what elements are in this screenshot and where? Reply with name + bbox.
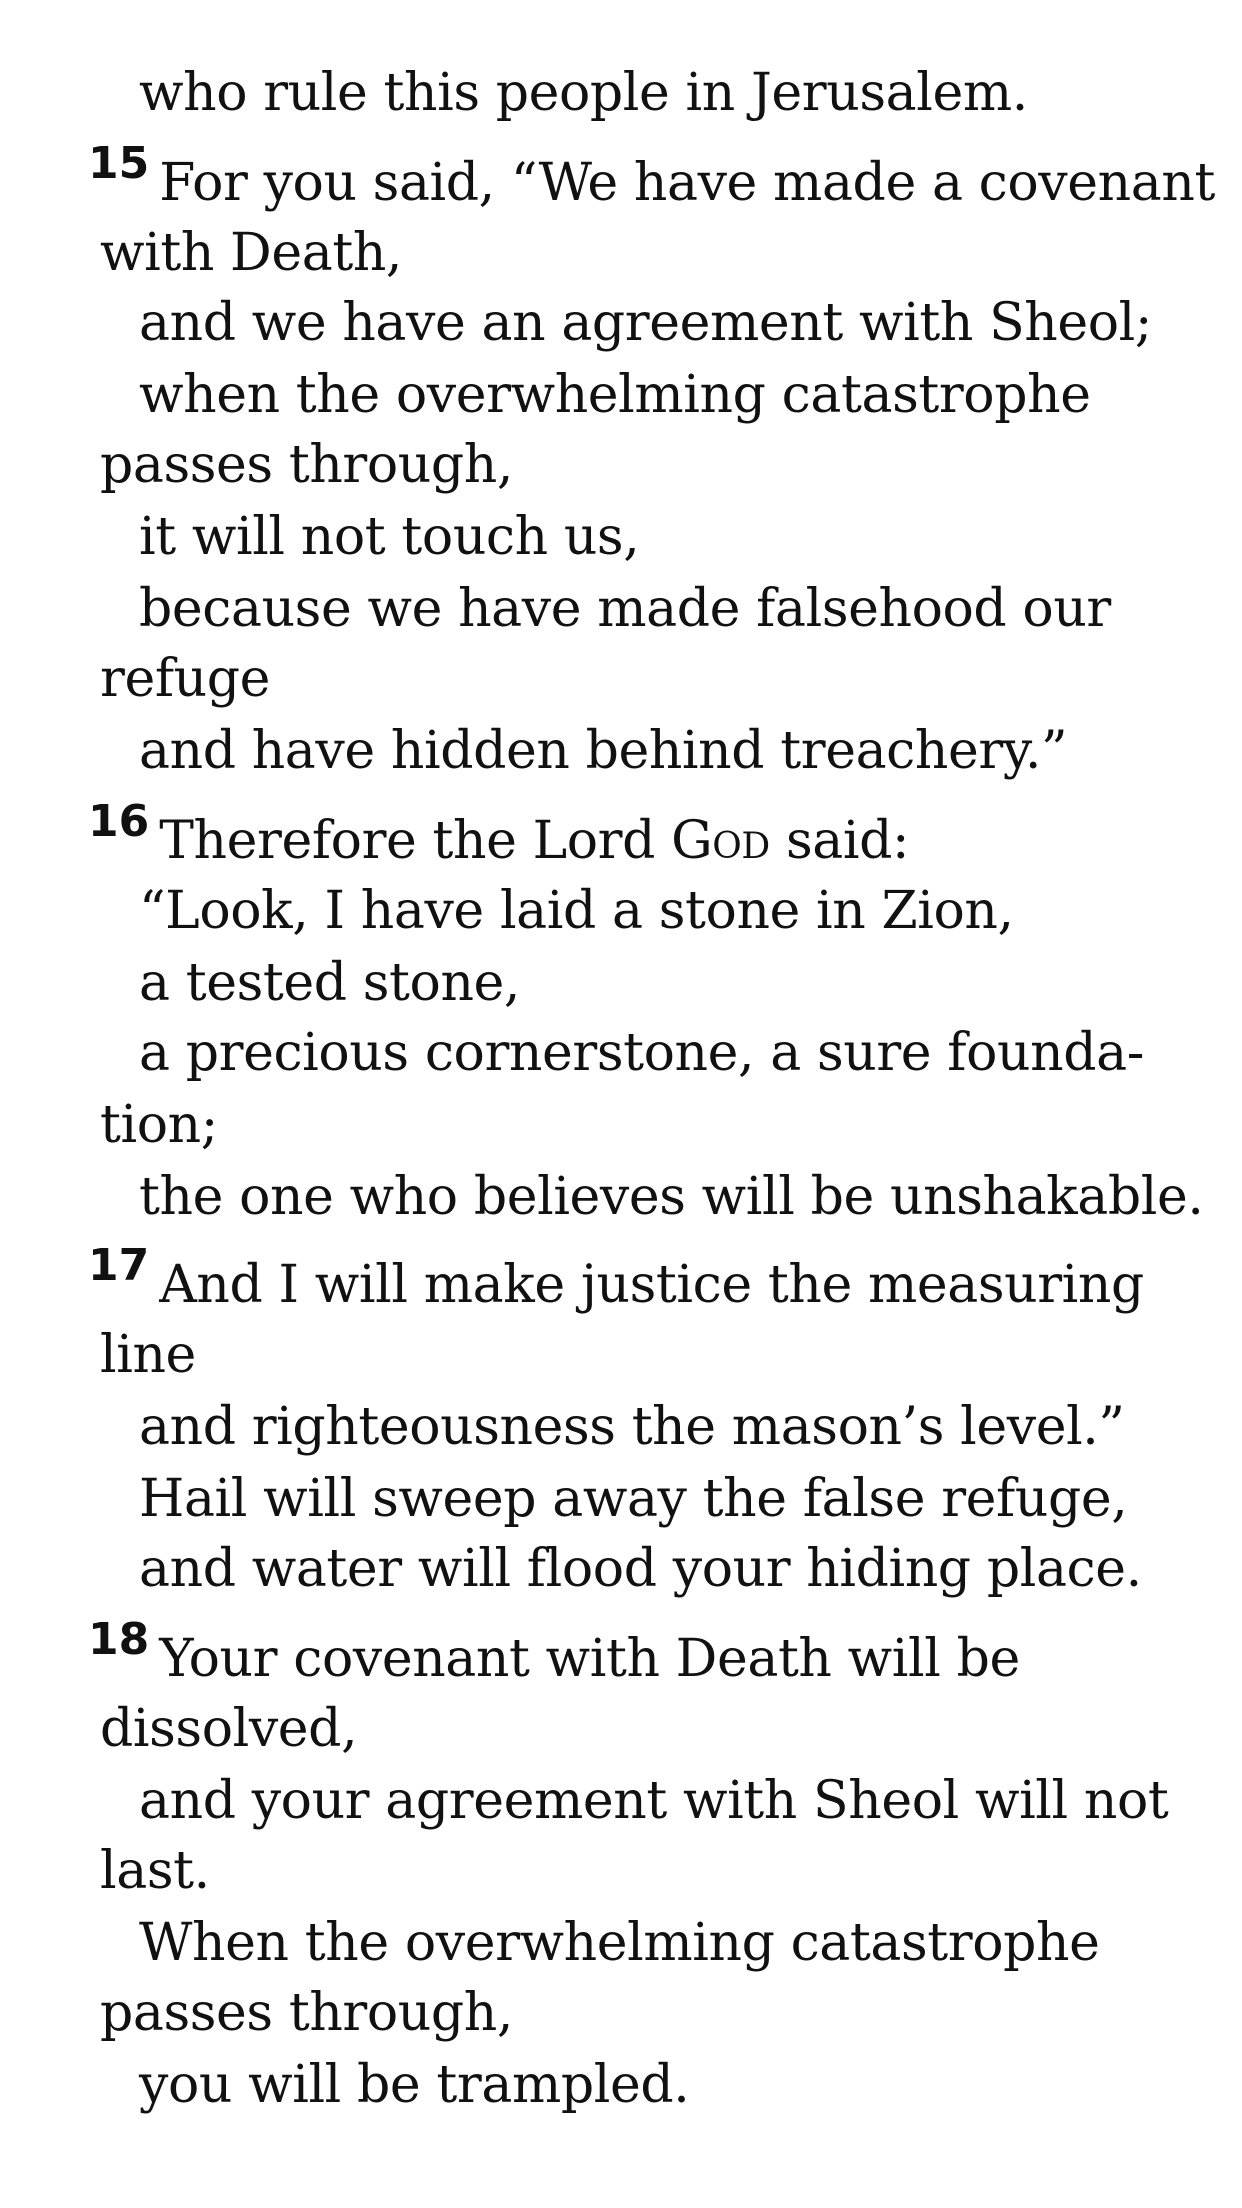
- small-caps-text: God: [671, 811, 770, 871]
- text-line: with Death,: [100, 223, 403, 283]
- text-line: “Look, I have laid a stone in Zion,: [139, 881, 1014, 941]
- text-line: When the overwhelming catastrophe: [139, 1913, 1100, 1973]
- text-line: line: [100, 1325, 196, 1385]
- text-line: and righteousness the mason’s level.”: [139, 1397, 1125, 1457]
- text-line: a tested stone,: [139, 953, 521, 1013]
- text-line: and we have an agreement with Sheol;: [139, 293, 1153, 353]
- text-line: refuge: [100, 649, 271, 709]
- text-line: a precious cornerstone, a sure founda-: [139, 1023, 1144, 1083]
- text-line: tion;: [100, 1095, 218, 1155]
- text-line: who rule this people in Jerusalem.: [139, 63, 1028, 123]
- line-text: Therefore the Lord: [159, 811, 672, 871]
- line-text: For you said, “We have made a covenant: [159, 153, 1215, 213]
- text-line: last.: [100, 1841, 210, 1901]
- text-line: [88, 1614, 1220, 1695]
- text-line: [88, 796, 1220, 877]
- verse-number: 18: [88, 1614, 150, 1665]
- text-line: [88, 138, 1220, 219]
- text-line: when the overwhelming catastrophe: [139, 365, 1091, 425]
- line-text: Your covenant with Death will be: [159, 1629, 1020, 1689]
- text-line: the one who believes will be unshakable.: [139, 1167, 1204, 1227]
- line-text: And I will make justice the measuring: [159, 1255, 1144, 1315]
- text-line: because we have made falsehood our: [139, 579, 1111, 639]
- text-line: it will not touch us,: [139, 507, 640, 567]
- text-line: dissolved,: [100, 1699, 358, 1759]
- text-line: Hail will sweep away the false refuge,: [139, 1469, 1128, 1529]
- verse-number: 17: [88, 1240, 150, 1291]
- text-line: [88, 1240, 1220, 1321]
- text-line: passes through,: [100, 435, 513, 495]
- text-line: you will be trampled.: [139, 2055, 690, 2115]
- line-text: said:: [769, 811, 910, 871]
- text-line: and water will flood your hiding place.: [139, 1539, 1142, 1599]
- text-line: passes through,: [100, 1983, 513, 2043]
- text-line: and have hidden behind treachery.”: [139, 721, 1068, 781]
- verse-number: 15: [88, 138, 150, 189]
- verse-number: 16: [88, 796, 150, 847]
- text-line: and your agreement with Sheol will not: [139, 1771, 1169, 1831]
